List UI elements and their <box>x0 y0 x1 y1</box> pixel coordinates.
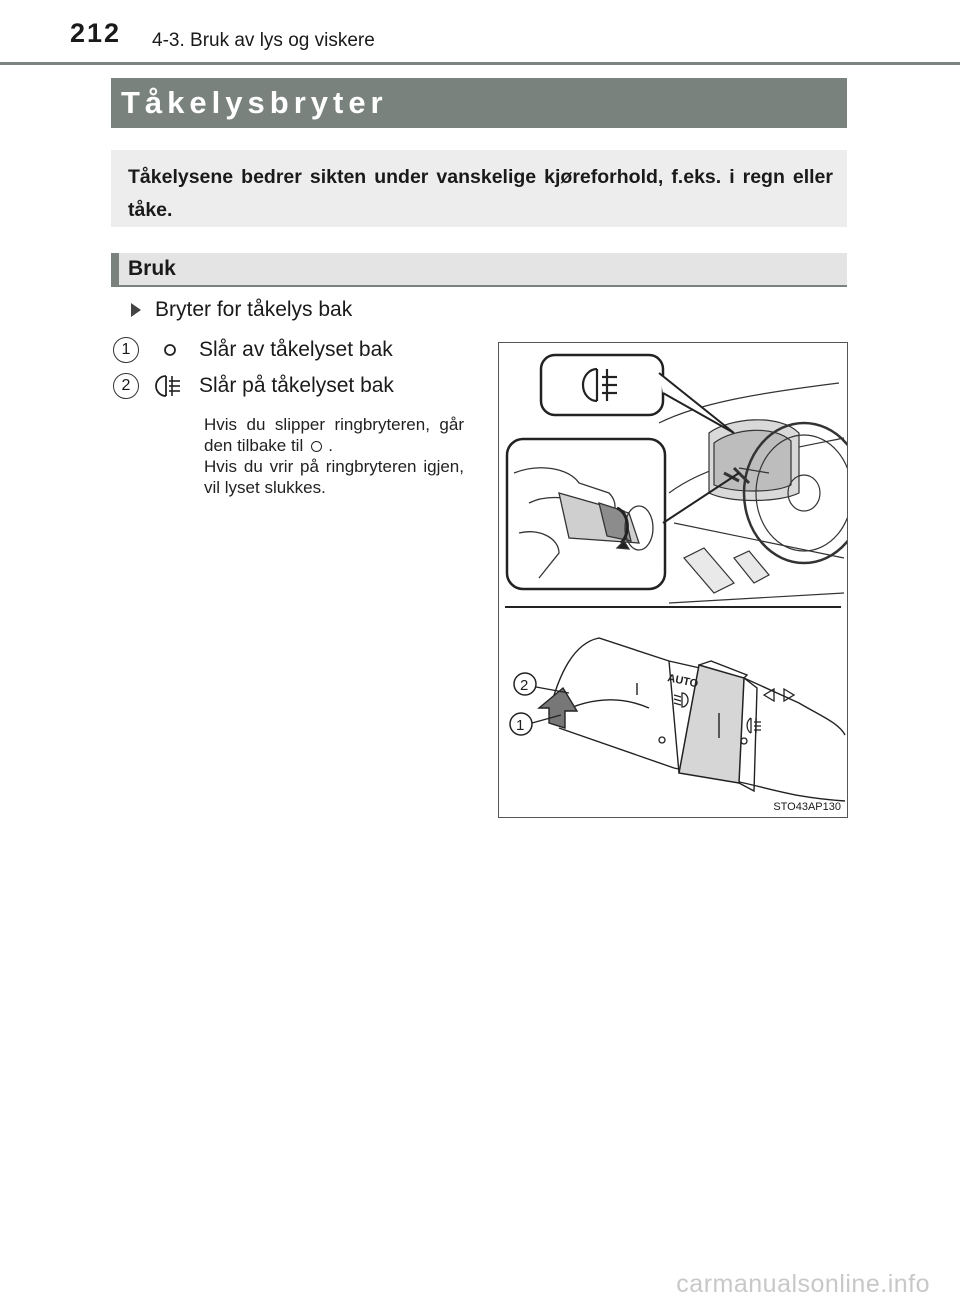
note-text <box>204 414 464 498</box>
auto-label: AUTO <box>666 672 700 691</box>
item-number: 2 <box>113 373 139 399</box>
bullet-line <box>131 298 352 322</box>
bullet-text: Bryter for tåkelys bak <box>155 298 353 321</box>
section-heading: Bruk <box>111 253 847 287</box>
page-number: 212 <box>70 18 122 48</box>
note-line1-end: . <box>328 436 333 455</box>
watermark: carmanualsonline.info <box>676 1270 930 1298</box>
callout-2-label: 2 <box>520 677 529 694</box>
off-circle-icon <box>311 441 322 452</box>
chapter-title: 4-3. Bruk av lys og viskere <box>152 30 375 51</box>
intro-box: Tåkelysene bedrer sikten under vanskelige kjøreforhold, f.eks. i regn eller tåke. <box>111 150 847 227</box>
header-rule <box>0 62 960 65</box>
figure-code: STO43AP130 <box>773 801 841 813</box>
item-number: 1 <box>113 337 139 363</box>
rear-fog-icon <box>153 373 187 399</box>
bullet-triangle-icon <box>131 303 141 317</box>
callout-1-label: 1 <box>516 717 525 734</box>
illustration <box>498 342 848 818</box>
item-text: Slår av tåkelyset bak <box>199 338 393 361</box>
note-line1: Hvis du slipper ringbryteren, går den tilbake til <box>204 415 464 455</box>
list-item <box>113 373 394 399</box>
list-item <box>113 337 393 363</box>
page-title: Tåkelysbryter <box>111 78 847 128</box>
item-text: Slår på tåkelyset bak <box>199 374 394 397</box>
note-line2: Hvis du vrir på ringbryteren igjen, vil lyset slukkes. <box>204 457 464 497</box>
off-circle-icon <box>153 337 187 363</box>
